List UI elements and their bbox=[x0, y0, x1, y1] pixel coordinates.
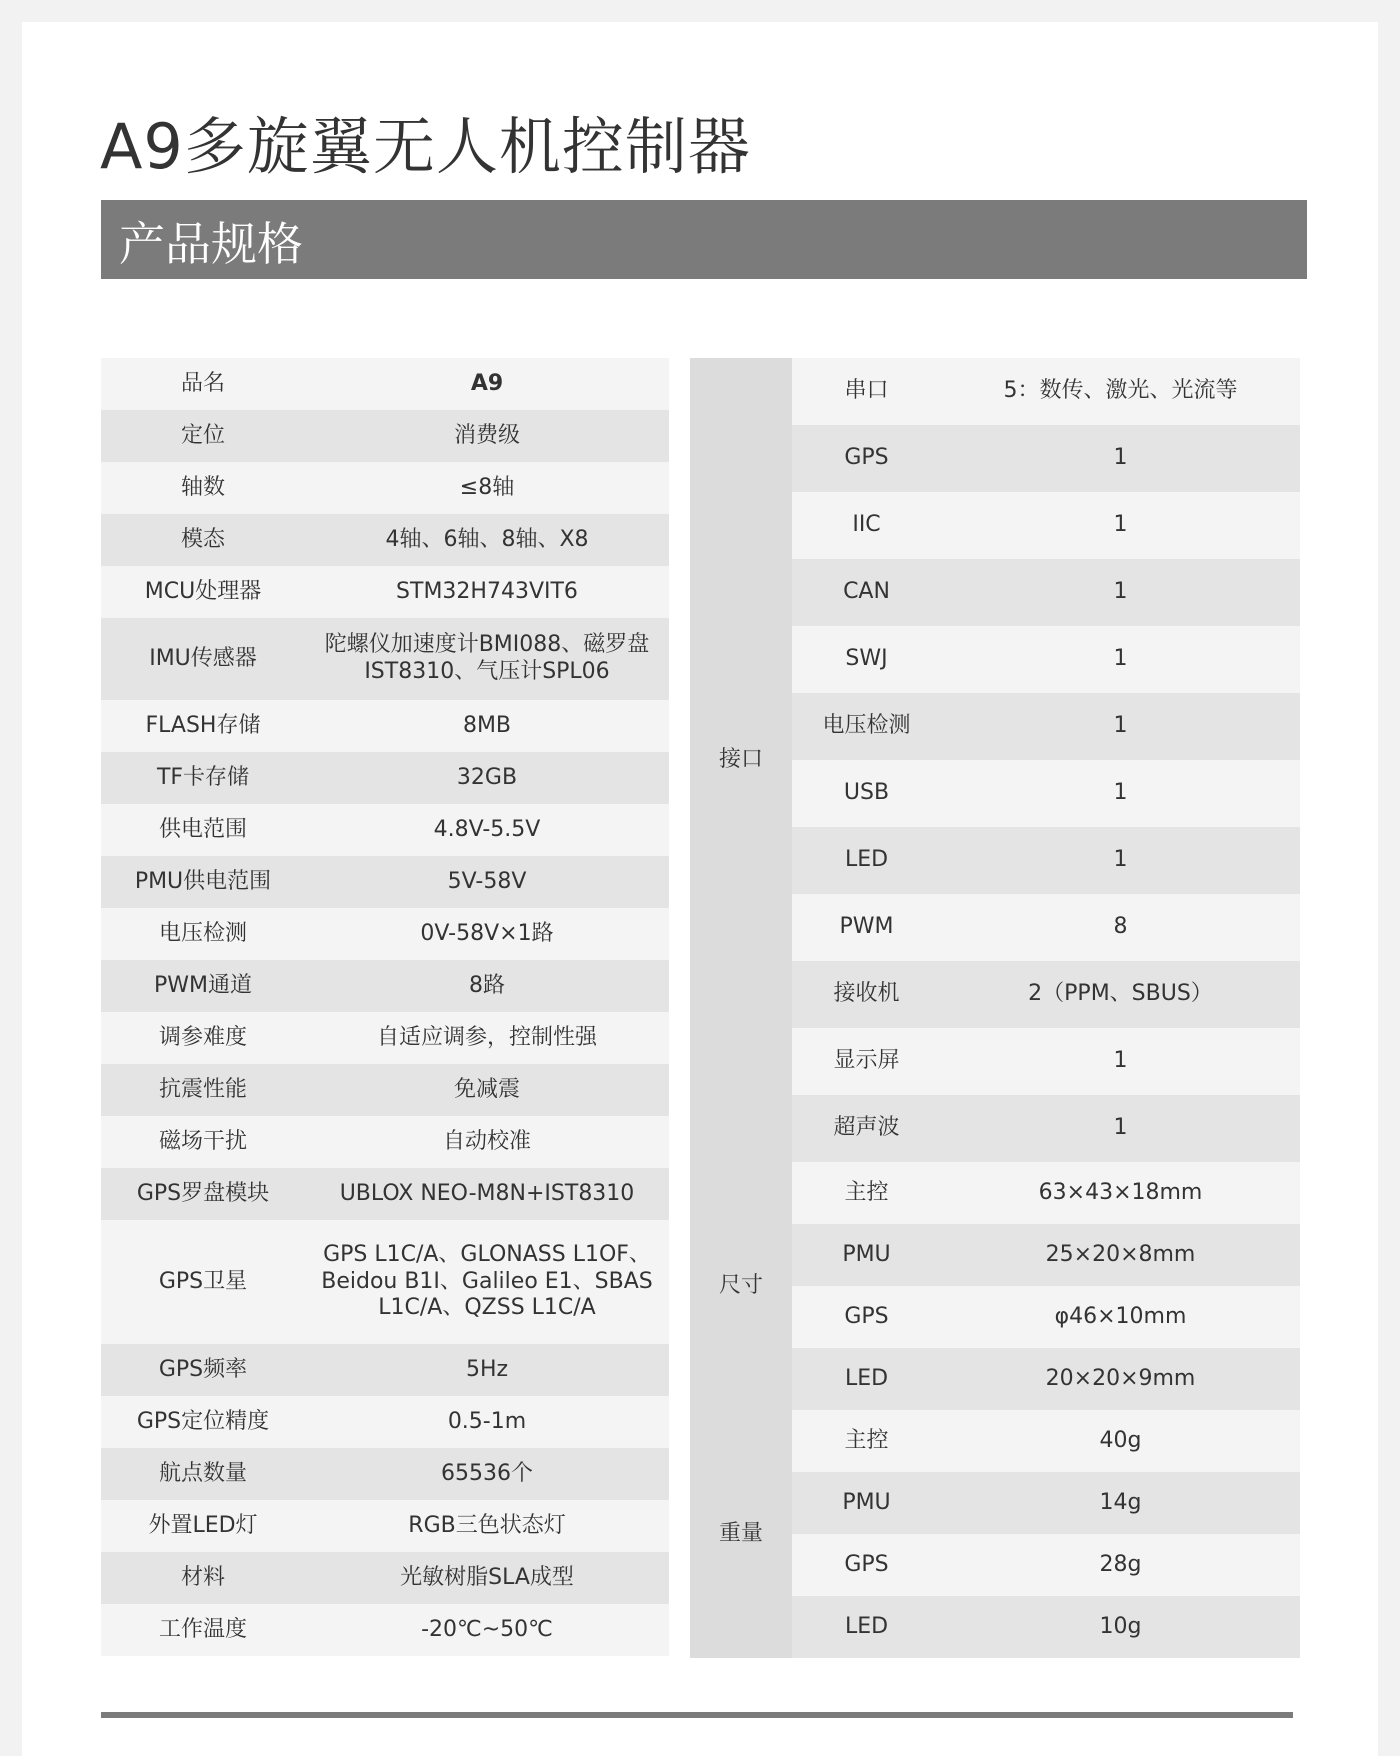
table-row bbox=[690, 1410, 1300, 1472]
spec-label: 材料 bbox=[101, 1552, 305, 1604]
table-row bbox=[101, 1552, 669, 1604]
table-row bbox=[101, 1448, 669, 1500]
spec-value: 8路 bbox=[305, 960, 669, 1012]
table-row bbox=[101, 1168, 669, 1220]
spec-value: 免减震 bbox=[305, 1064, 669, 1116]
table-row bbox=[101, 1604, 669, 1656]
spec-value: 1 bbox=[941, 492, 1300, 559]
table-row bbox=[101, 908, 669, 960]
spec-value: 消费级 bbox=[305, 410, 669, 462]
table-row bbox=[690, 1162, 1300, 1224]
spec-label: IIC bbox=[792, 492, 941, 559]
spec-value: 4.8V-5.5V bbox=[305, 804, 669, 856]
spec-label: 调参难度 bbox=[101, 1012, 305, 1064]
group-label-size: 尺寸 bbox=[690, 1162, 792, 1410]
spec-value: 1 bbox=[941, 559, 1300, 626]
spec-label: 定位 bbox=[101, 410, 305, 462]
table-row bbox=[101, 462, 669, 514]
spec-value: 1 bbox=[941, 626, 1300, 693]
table-row bbox=[101, 358, 669, 410]
group-label-weight: 重量 bbox=[690, 1410, 792, 1658]
table-row bbox=[101, 1012, 669, 1064]
spec-value: 8 bbox=[941, 894, 1300, 961]
spec-value: 32GB bbox=[305, 752, 669, 804]
table-row bbox=[101, 1344, 669, 1396]
spec-value: 1 bbox=[941, 760, 1300, 827]
spec-value: STM32H743VIT6 bbox=[305, 566, 669, 618]
section-title: 产品规格 bbox=[119, 217, 303, 271]
spec-value: -20℃~50℃ bbox=[305, 1604, 669, 1656]
spec-label: GPS卫星 bbox=[101, 1220, 305, 1344]
spec-label: 模态 bbox=[101, 514, 305, 566]
table-row bbox=[101, 960, 669, 1012]
spec-label: 外置LED灯 bbox=[101, 1500, 305, 1552]
spec-label: CAN bbox=[792, 559, 941, 626]
spec-value: 光敏树脂SLA成型 bbox=[305, 1552, 669, 1604]
spec-value: 自动校准 bbox=[305, 1116, 669, 1168]
spec-label: GPS bbox=[792, 425, 941, 492]
spec-label: SWJ bbox=[792, 626, 941, 693]
spec-label: 航点数量 bbox=[101, 1448, 305, 1500]
spec-label: 超声波 bbox=[792, 1095, 941, 1162]
spec-value: 2（PPM、SBUS） bbox=[941, 961, 1300, 1028]
spec-value: 10g bbox=[941, 1596, 1300, 1658]
table-row bbox=[101, 410, 669, 462]
spec-label: 串口 bbox=[792, 358, 941, 425]
table-row bbox=[690, 358, 1300, 425]
spec-value: 5V-58V bbox=[305, 856, 669, 908]
spec-value: 1 bbox=[941, 1028, 1300, 1095]
spec-label: PMU供电范围 bbox=[101, 856, 305, 908]
spec-value: A9 bbox=[305, 358, 669, 410]
spec-label: LED bbox=[792, 1596, 941, 1658]
spec-value: 5Hz bbox=[305, 1344, 669, 1396]
spec-label: GPS定位精度 bbox=[101, 1396, 305, 1448]
footer-divider bbox=[101, 1712, 1293, 1718]
spec-value: UBLOX NEO-M8N+IST8310 bbox=[305, 1168, 669, 1220]
spec-label: 品名 bbox=[101, 358, 305, 410]
spec-value: 0V-58V×1路 bbox=[305, 908, 669, 960]
spec-label: 电压检测 bbox=[792, 693, 941, 760]
spec-value: 40g bbox=[941, 1410, 1300, 1472]
spec-label: 工作温度 bbox=[101, 1604, 305, 1656]
spec-label: LED bbox=[792, 1348, 941, 1410]
spec-label: 显示屏 bbox=[792, 1028, 941, 1095]
spec-label: GPS频率 bbox=[101, 1344, 305, 1396]
spec-value: 5：数传、激光、光流等 bbox=[941, 358, 1300, 425]
table-row bbox=[101, 1396, 669, 1448]
spec-value: 1 bbox=[941, 827, 1300, 894]
spec-value: 1 bbox=[941, 1095, 1300, 1162]
spec-value: 20×20×9mm bbox=[941, 1348, 1300, 1410]
spec-label: MCU处理器 bbox=[101, 566, 305, 618]
spec-label: LED bbox=[792, 827, 941, 894]
spec-label: PMU bbox=[792, 1472, 941, 1534]
left-spec-table bbox=[101, 358, 669, 1656]
spec-value: RGB三色状态灯 bbox=[305, 1500, 669, 1552]
spec-value: 陀螺仪加速度计BMI088、磁罗盘IST8310、气压计SPL06 bbox=[305, 618, 669, 700]
spec-value: 28g bbox=[941, 1534, 1300, 1596]
spec-label: GPS bbox=[792, 1534, 941, 1596]
spec-label: PWM bbox=[792, 894, 941, 961]
spec-label: GPS bbox=[792, 1286, 941, 1348]
group-label-interfaces: 接口 bbox=[690, 358, 792, 1162]
spec-label: GPS罗盘模块 bbox=[101, 1168, 305, 1220]
spec-value: 1 bbox=[941, 425, 1300, 492]
table-row bbox=[101, 856, 669, 908]
table-row bbox=[101, 804, 669, 856]
table-row bbox=[101, 1220, 669, 1344]
table-row bbox=[101, 618, 669, 700]
spec-sheet bbox=[22, 22, 1378, 1756]
spec-value: 65536个 bbox=[305, 1448, 669, 1500]
spec-label: 供电范围 bbox=[101, 804, 305, 856]
spec-label: 主控 bbox=[792, 1410, 941, 1472]
spec-value: φ46×10mm bbox=[941, 1286, 1300, 1348]
spec-value: 1 bbox=[941, 693, 1300, 760]
spec-value: 63×43×18mm bbox=[941, 1162, 1300, 1224]
spec-label: IMU传感器 bbox=[101, 618, 305, 700]
table-row bbox=[101, 752, 669, 804]
spec-label: 接收机 bbox=[792, 961, 941, 1028]
spec-value: 14g bbox=[941, 1472, 1300, 1534]
spec-label: 磁场干扰 bbox=[101, 1116, 305, 1168]
section-header bbox=[101, 200, 1307, 279]
spec-label: 轴数 bbox=[101, 462, 305, 514]
table-row bbox=[101, 566, 669, 618]
table-row bbox=[101, 1500, 669, 1552]
page-title: A9多旋翼无人机控制器 bbox=[100, 110, 751, 183]
table-row bbox=[101, 1116, 669, 1168]
table-row bbox=[101, 514, 669, 566]
spec-value: 8MB bbox=[305, 700, 669, 752]
spec-value: 25×20×8mm bbox=[941, 1224, 1300, 1286]
spec-label: 电压检测 bbox=[101, 908, 305, 960]
spec-value: ≤8轴 bbox=[305, 462, 669, 514]
spec-value: 0.5-1m bbox=[305, 1396, 669, 1448]
right-spec-table bbox=[690, 358, 1300, 1658]
spec-label: PMU bbox=[792, 1224, 941, 1286]
spec-label: PWM通道 bbox=[101, 960, 305, 1012]
table-row bbox=[101, 700, 669, 752]
spec-label: 抗震性能 bbox=[101, 1064, 305, 1116]
spec-label: USB bbox=[792, 760, 941, 827]
spec-label: FLASH存储 bbox=[101, 700, 305, 752]
table-row bbox=[101, 1064, 669, 1116]
spec-label: 主控 bbox=[792, 1162, 941, 1224]
spec-value: GPS L1C/A、GLONASS L1OF、Beidou B1I、Galileo E1、SBAS L1C/A、QZSS L1C/A bbox=[305, 1220, 669, 1344]
spec-value: 自适应调参，控制性强 bbox=[305, 1012, 669, 1064]
spec-label: TF卡存储 bbox=[101, 752, 305, 804]
spec-value: 4轴、6轴、8轴、X8 bbox=[305, 514, 669, 566]
